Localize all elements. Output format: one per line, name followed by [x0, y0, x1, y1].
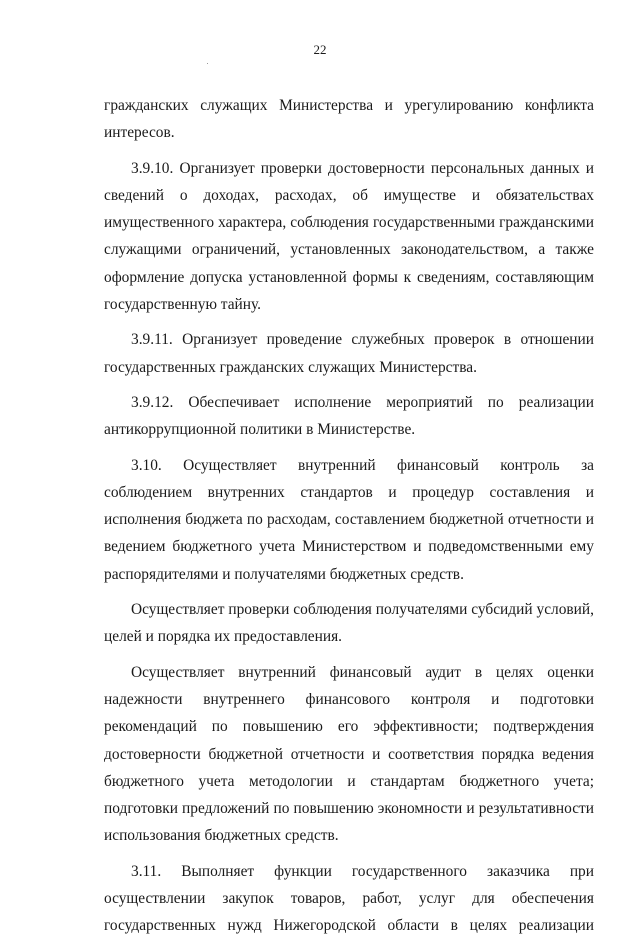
text-line: Осуществляет внутренний финансовый аудит в целях оценки [131, 663, 594, 681]
text-line: гражданских служащих Министерства и урегулированию конфликта [104, 97, 594, 114]
document-body [104, 96, 594, 944]
paragraph-internal-audit [104, 663, 594, 854]
page-number: 22 [313, 42, 327, 57]
text-line: исполнения бюджета по расходам, составлением бюджетной отчетности и [104, 511, 594, 529]
text-line: соблюдением внутренних стандартов и процедур составления и [104, 483, 594, 501]
text-line: оформление допуска установленной формы к сведениям, составляющим [104, 268, 594, 286]
text-line: государственных нужд Нижегородской области в целях реализации [104, 917, 594, 935]
text-line: 3.9.11. Организует проведение служебных проверок в отношении [131, 331, 594, 349]
text-line: государственных гражданских служащих Министерства. [104, 358, 477, 376]
paragraph-subsidy-checks [104, 600, 594, 655]
paragraph-conflict-interests [104, 96, 594, 151]
text-line: 3.11. Выполняет функции государственного заказчика при [131, 862, 594, 880]
paragraph-3-9-11 [104, 330, 594, 385]
text-line: осуществлении закупок товаров, работ, услуг для обеспечения [104, 890, 594, 908]
text-line: достоверности бюджетной отчетности и соответствия порядка ведения [104, 745, 594, 763]
text-line: рекомендаций по повышению его эффективности; подтверждения [104, 718, 594, 736]
text-line: 3.10. Осуществляет внутренний финансовый контроль за [131, 456, 594, 474]
paragraph-3-11 [104, 862, 594, 944]
text-line: распорядителями и получателями бюджетных средств. [104, 565, 464, 583]
text-line: подготовки предложений по повышению экономности и результативности [104, 800, 594, 818]
text-line: бюджетного учета методологии и стандартам бюджетного учета; [104, 772, 594, 790]
text-line: 3.9.10. Организует проверки достоверности персональных данных и [131, 159, 594, 177]
text-line: ведением бюджетного учета Министерством и подведомственными ему [104, 538, 594, 556]
scan-speck [207, 63, 208, 64]
text-line: антикоррупционной политики в Министерстве. [104, 421, 416, 439]
text-line: сведений о доходах, расходах, об имуществе и обязательствах [104, 186, 594, 204]
paragraph-3-9-10 [104, 159, 594, 323]
text-line: Осуществляет проверки соблюдения получателями субсидий условий, [131, 601, 594, 619]
text-line: служащими ограничений, установленных законодательством, а также [104, 241, 594, 259]
text-line: использования бюджетных средств. [104, 827, 339, 845]
text-line: интересов. [104, 124, 175, 142]
paragraph-3-9-12 [104, 393, 594, 448]
text-line: имущественного характера, соблюдения государственными гражданскими [104, 214, 594, 232]
text-line: 3.9.12. Обеспечивает исполнение мероприятий по реализации [131, 393, 594, 411]
paragraph-3-10 [104, 456, 594, 592]
text-line: государственную тайну. [104, 296, 262, 314]
text-line: целей и порядка их предоставления. [104, 628, 343, 646]
text-line: надежности внутреннего финансового контроля и подготовки [104, 690, 594, 708]
